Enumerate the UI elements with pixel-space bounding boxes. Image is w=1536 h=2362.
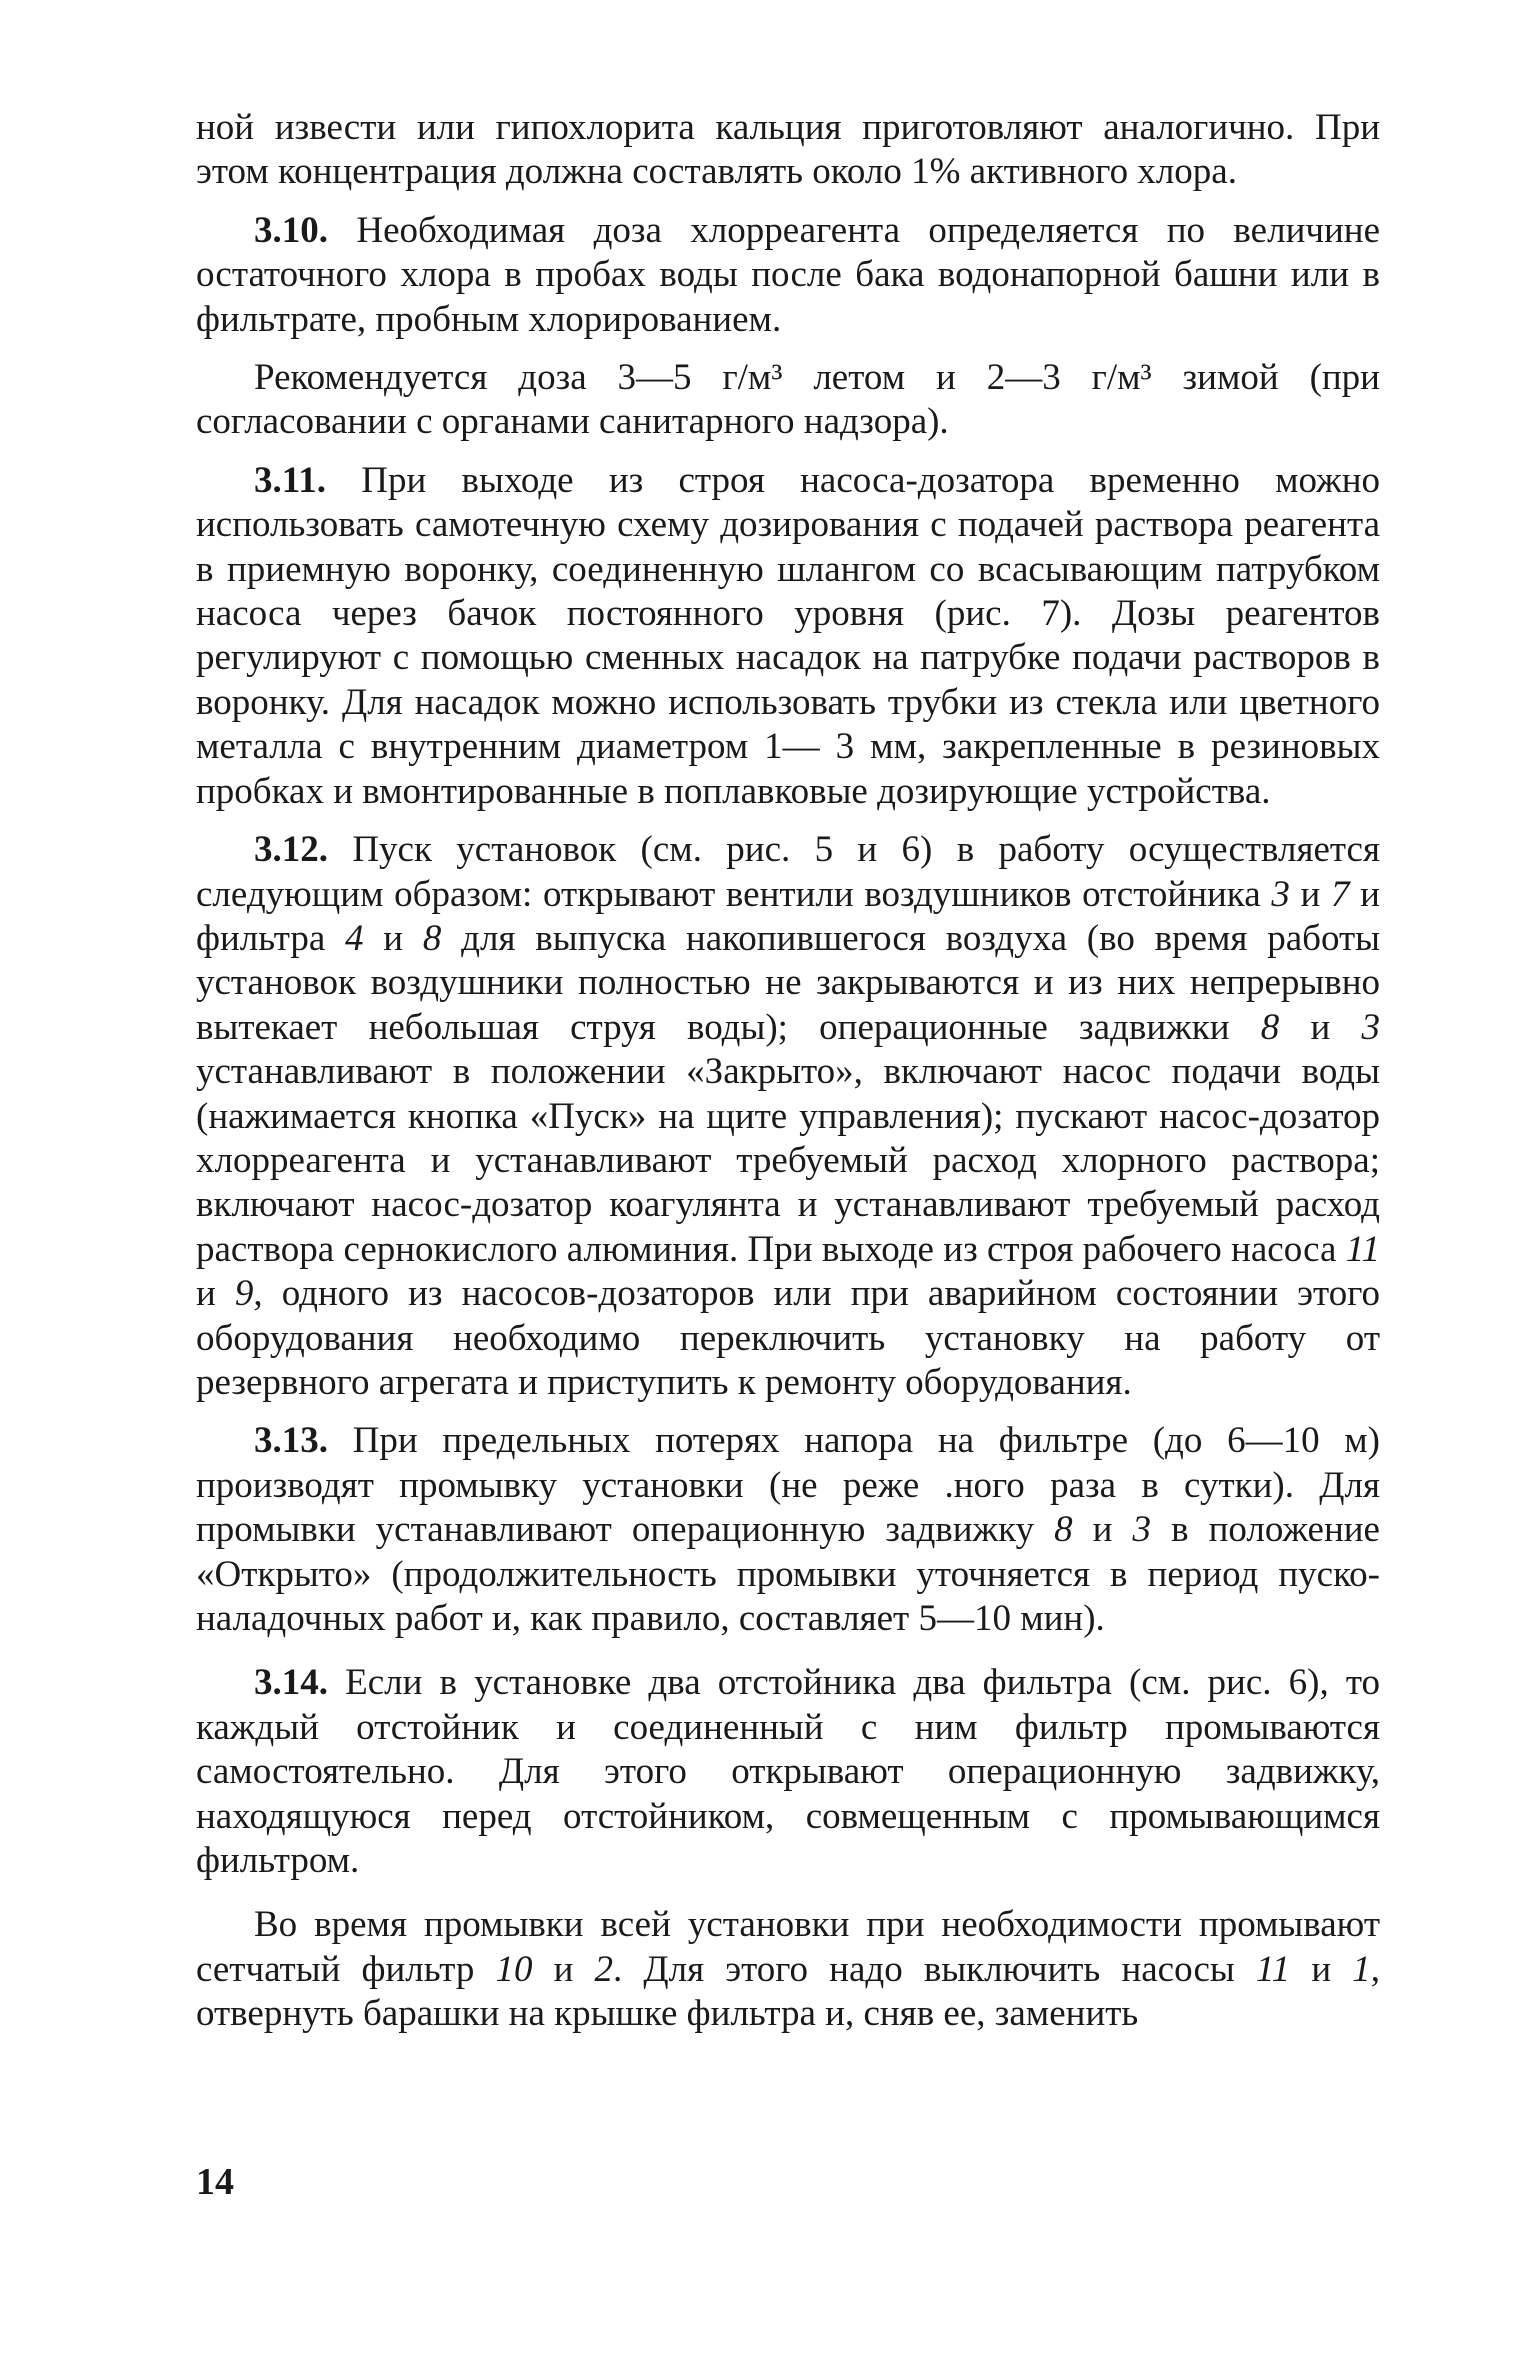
text-segment: и: [1279, 1006, 1362, 1048]
paragraph-continuation: [196, 106, 1380, 195]
paragraph-text: Рекомендуется доза 3—5 г/м³ летом и 2—3 г/м³ зимой (при согласовании с органами санитарного надзора).: [196, 357, 1380, 443]
text-segment: , отвернуть барашки на крышке фильтра и, сняв ее, заменить: [196, 1948, 1380, 2035]
reference-number: 3: [1271, 873, 1290, 915]
paragraph-3-14: [196, 1661, 1380, 1883]
paragraph-3-12: [196, 828, 1380, 1405]
text-segment: и: [1290, 1948, 1353, 1990]
reference-number: 3: [1132, 1509, 1152, 1551]
section-number: 3.12.: [254, 829, 328, 871]
text-segment: , одного из насосов-дозаторов или при аварийном состоянии этого оборудования необходимо переключить установку на работу от резервного агрегата и приступить к ремонту оборудования.: [196, 1273, 1380, 1403]
paragraph-3-11: [196, 459, 1380, 814]
reference-number: 11: [1345, 1228, 1380, 1270]
page-number: 14: [196, 2161, 234, 2203]
text-segment: и фильтра: [196, 873, 1380, 959]
paragraph-text: ной извести или гипохлорита кальция приготовляют аналогично. При этом концентрация должна составлять около 1% активного хлора.: [196, 107, 1380, 193]
text-segment: . Для этого надо выключить насосы: [613, 1948, 1256, 1990]
section-number: 3.11.: [254, 459, 326, 501]
section-number: 3.13.: [254, 1420, 328, 1462]
text-segment: Пуск установок (см. рис. 5 и 6) в работу осуществляется следующим образом: открывают вентили воздушников отстойника: [196, 829, 1380, 915]
paragraph-text: При выходе из строя насоса-дозатора временно можно использовать самотечную схему дозирования с подачей раствора реагента в приемную воронку, соединенную шлангом со всасывающим патрубком насоса через бачок постоянного уровня (рис. 7). Дозы реагентов регулируют с помощью сменных насадок на патрубке подачи растворов в воронку. Для насадок можно использовать трубки из стекла или цветного металла с внутренним диаметром 1— 3 мм, закрепленные в резиновых пробках и вмонтированные в поплавковые дозирующие устройства.: [196, 459, 1380, 812]
reference-number: 7: [1331, 873, 1350, 915]
text-segment: для выпуска накопившегося воздуха (во время работы установок воздушники полностью не закрываются и из них непрерывно вытекает небольшая струя воды); операционные задвижки: [196, 917, 1381, 1048]
paragraph-text: Необходимая доза хлорреагента определяется по величине остаточного хлора в пробах воды после бака водонапорной башни или в фильтрате, пробным хлорированием.: [196, 209, 1381, 340]
paragraph-text: Если в установке два отстойника два фильтра (см. рис. 6), то каждый отстойник и соединенный с ним фильтр промываются самостоятельно. Для этого открывают операционную задвижку, находящуюся перед отстойником, совмещенным с промывающимся фильтром.: [196, 1662, 1380, 1882]
paragraph-3-10: [196, 209, 1380, 342]
reference-number: 2: [594, 1948, 614, 1990]
reference-number: 8: [422, 917, 442, 959]
paragraph-washing: [196, 1903, 1380, 2036]
paragraph-recommendation: [196, 356, 1380, 445]
reference-number: 4: [345, 917, 364, 959]
text-segment: и: [1289, 873, 1331, 915]
reference-number: 10: [495, 1948, 533, 1990]
reference-number: 8: [1260, 1006, 1280, 1048]
reference-number: 3: [1361, 1006, 1380, 1048]
section-number: 3.10.: [254, 209, 328, 251]
text-segment: и: [363, 917, 423, 959]
reference-number: 11: [1255, 1948, 1291, 1990]
text-segment: устанавливают в положении «Закрыто», включают насос подачи воды (нажимается кнопка «Пуск» на щите управления); пускают насос-дозатор хлорреагента и устанавливают требуемый расход хлорного раствора; включают насос-дозатор коагулянта и устанавливают требуемый расход раствора сернокислого алюминия. При выходе из строя рабочего насоса: [196, 1051, 1380, 1270]
paragraph-3-13: [196, 1419, 1380, 1641]
reference-number: 8: [1054, 1509, 1073, 1551]
text-segment: и: [532, 1948, 595, 1990]
text-segment: При предельных потерях напора на фильтре (до 6—10 м) производят промывку установки (не реже .ного раза в сутки). Для промывки устанавливают операционную задвижку: [196, 1420, 1380, 1551]
document-page: [196, 106, 1380, 2336]
reference-number: 1: [1352, 1948, 1371, 1990]
text-segment: и: [1072, 1509, 1133, 1551]
text-segment: и: [196, 1273, 235, 1315]
section-number: 3.14.: [254, 1662, 328, 1704]
text-segment: в положение «Открыто» (продолжительность промывки уточняется в период пуско-наладочных работ и, как правило, составляет 5—10 мин).: [196, 1509, 1380, 1639]
reference-number: 9: [234, 1273, 254, 1315]
text-segment: Во время промывки всей установки при необходимости промывают сетчатый фильтр: [196, 1904, 1380, 1990]
